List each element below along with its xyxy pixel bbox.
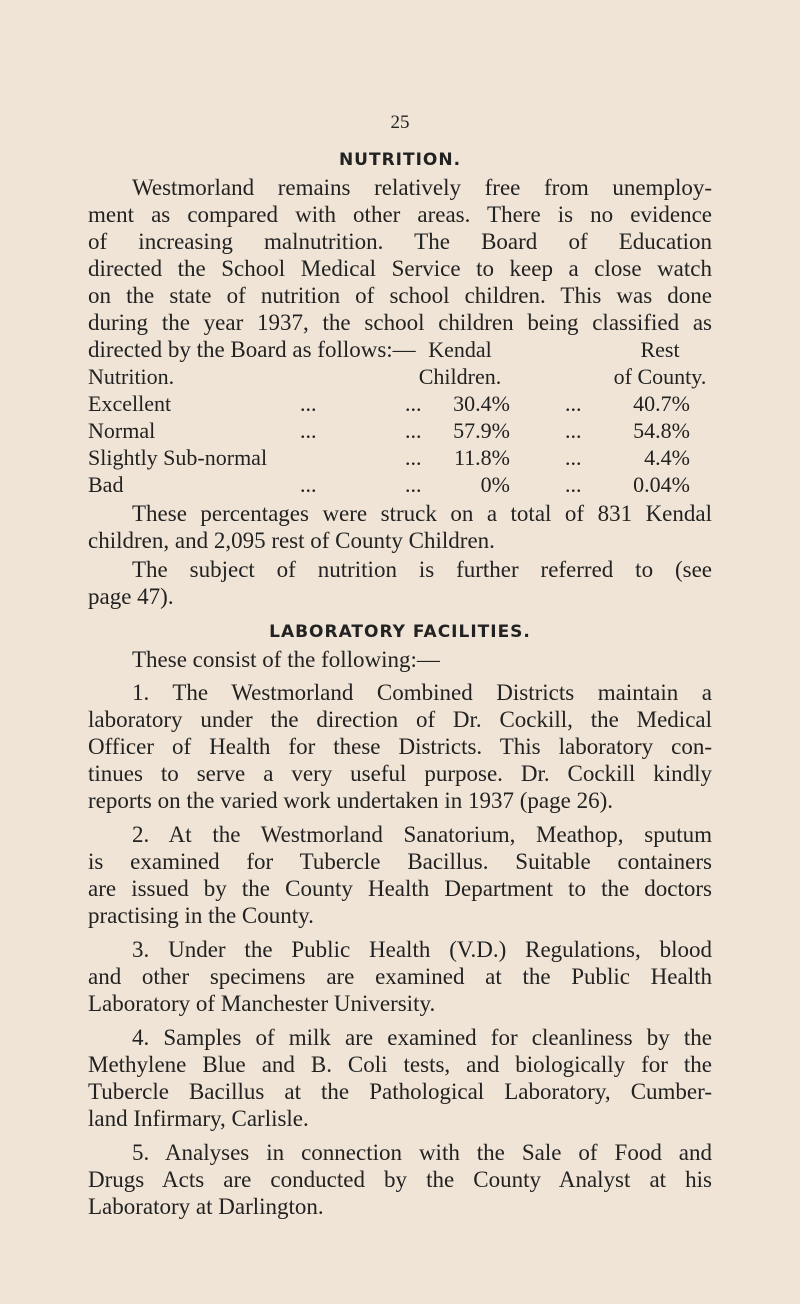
leader-dots: ... bbox=[405, 391, 422, 416]
list-item-line: 2. At the Westmorland Sanatorium, Meathop, sputum bbox=[132, 822, 712, 847]
row-label: Excellent bbox=[88, 391, 172, 416]
leader-dots: ... bbox=[405, 418, 422, 443]
col-header-kendal: Kendal bbox=[428, 337, 492, 362]
rest-value: 54.8% bbox=[633, 418, 690, 443]
list-item-line: and other specimens are examined at the Public Health bbox=[88, 964, 712, 989]
list-item-line: tinues to serve a very useful purpose. Dr. Cockill kindly bbox=[88, 761, 712, 786]
list-item-line: practising in the County. bbox=[88, 903, 314, 928]
list-item-line: 3. Under the Public Health (V.D.) Regulations, blood bbox=[132, 937, 712, 962]
section-heading-laboratory: LABORATORY FACILITIES. bbox=[269, 622, 531, 642]
col-header-rest: Rest bbox=[640, 337, 680, 362]
list-item-line: 1. The Westmorland Combined Districts maintain a bbox=[132, 680, 712, 705]
paragraph-line: children, and 2,095 rest of County Children. bbox=[88, 528, 495, 553]
col-header-nutrition: Nutrition. bbox=[88, 364, 175, 389]
list-item-line: are issued by the County Health Department to the doctors bbox=[88, 876, 712, 901]
list-item-line: Laboratory at Darlington. bbox=[88, 1194, 324, 1219]
page-number: 25 bbox=[390, 112, 410, 133]
list-item-line: Drugs Acts are conducted by the County Analyst at his bbox=[88, 1167, 712, 1192]
kendal-value: 57.9% bbox=[453, 418, 510, 443]
paragraph-line: page 47). bbox=[88, 584, 174, 609]
leader-dots: ... bbox=[300, 472, 317, 497]
list-item-line: 4. Samples of milk are examined for cleanliness by the bbox=[132, 1025, 712, 1050]
leader-dots: ... bbox=[565, 418, 582, 443]
row-label: Slightly Sub-normal bbox=[88, 445, 268, 470]
paragraph-line: These consist of the following:— bbox=[132, 647, 440, 672]
list-item-line: Officer of Health for these Districts. This laboratory con- bbox=[88, 734, 712, 759]
paragraph-line: on the state of nutrition of school children. This was done bbox=[88, 283, 712, 308]
kendal-value: 0% bbox=[480, 472, 510, 497]
paragraph-line: directed by the Board as follows:— bbox=[88, 337, 416, 362]
kendal-value: 30.4% bbox=[453, 391, 510, 416]
list-item-line: is examined for Tubercle Bacillus. Suitable containers bbox=[88, 849, 712, 874]
col-header-rest: of County. bbox=[613, 364, 707, 389]
paragraph-line: These percentages were struck on a total of 831 Kendal bbox=[132, 501, 712, 526]
paragraph-line: The subject of nutrition is further referred to (see bbox=[132, 557, 712, 582]
paragraph-line: directed the School Medical Service to keep a close watch bbox=[88, 256, 712, 281]
leader-dots: ... bbox=[565, 391, 582, 416]
section-heading-nutrition: NUTRITION. bbox=[338, 150, 462, 170]
list-item-line: Tubercle Bacillus at the Pathological Laboratory, Cumber- bbox=[88, 1079, 712, 1104]
row-label: Bad bbox=[88, 472, 124, 497]
kendal-value: 11.8% bbox=[453, 445, 510, 470]
list-item-line: reports on the varied work undertaken in 1937 (page 26). bbox=[88, 788, 614, 813]
rest-value: 4.4% bbox=[644, 445, 690, 470]
rest-value: 40.7% bbox=[633, 391, 690, 416]
paragraph-line: Westmorland remains relatively free from unemploy- bbox=[132, 175, 712, 200]
leader-dots: ... bbox=[565, 472, 582, 497]
list-item-line: 5. Analyses in connection with the Sale of Food and bbox=[132, 1140, 712, 1165]
leader-dots: ... bbox=[405, 472, 422, 497]
leader-dots: ... bbox=[405, 445, 422, 470]
list-item-line: Methylene Blue and B. Coli tests, and biologically for the bbox=[88, 1052, 712, 1077]
leader-dots: ... bbox=[565, 445, 582, 470]
paragraph-line: ment as compared with other areas. There is no evidence bbox=[88, 202, 712, 227]
leader-dots: ... bbox=[300, 418, 317, 443]
list-item-line: laboratory under the direction of Dr. Cockill, the Medical bbox=[88, 707, 712, 732]
rest-value: 0.04% bbox=[633, 472, 690, 497]
row-label: Normal bbox=[88, 418, 156, 443]
list-item-line: land Infirmary, Carlisle. bbox=[88, 1106, 309, 1131]
paragraph-line: of increasing malnutrition. The Board of Education bbox=[88, 229, 712, 254]
leader-dots: ... bbox=[300, 391, 317, 416]
list-item-line: Laboratory of Manchester University. bbox=[88, 991, 436, 1016]
col-header-kendal: Children. bbox=[418, 364, 502, 389]
paragraph-line: during the year 1937, the school children being classified as bbox=[88, 310, 712, 335]
